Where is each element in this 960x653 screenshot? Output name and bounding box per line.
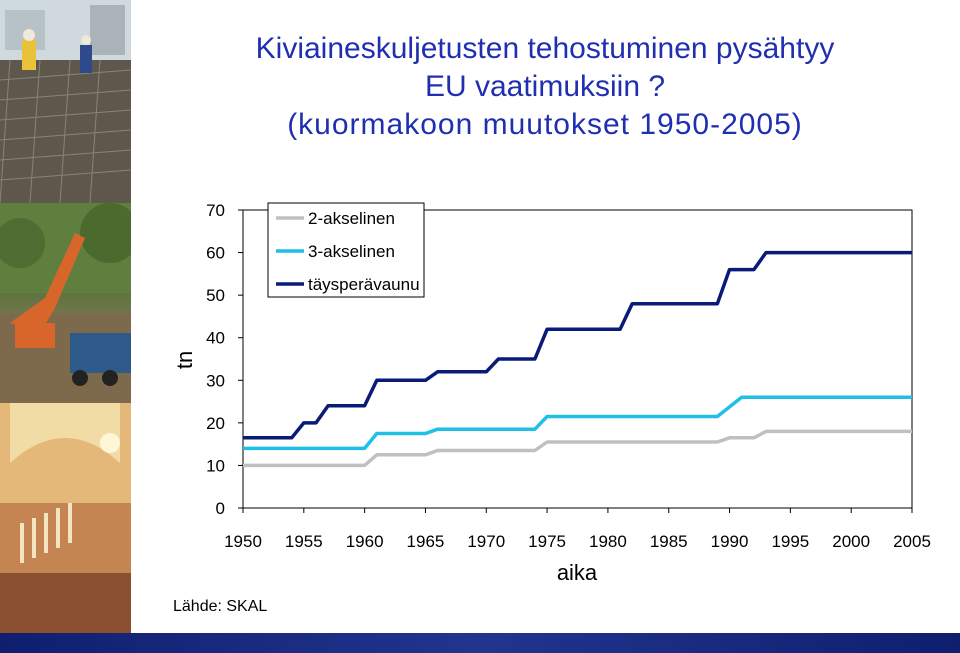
title-line-2: EU vaatimuksiin ? [424,70,666,103]
y-tick-label: 70 [206,201,225,220]
x-tick-label: 1990 [710,532,749,551]
y-tick-label: 50 [206,286,225,306]
y-tick-label: 10 [206,456,225,476]
y-axis-label: tn [172,350,197,370]
y-tick-label: 60 [206,243,225,263]
y-tick-label: 40 [206,328,225,348]
x-tick-label: 1955 [284,532,323,551]
x-tick-label: 1980 [588,532,627,551]
x-tick-label: 1970 [467,532,506,551]
footer-bar [0,633,960,653]
x-tick-label: 1960 [345,532,384,551]
x-tick-label: 1985 [649,532,688,551]
title-line-1: Kiviaineskuljetusten tehostuminen pysähtyy [255,32,835,65]
title-line-3: (kuormakoon muutokset 1950-2005) [287,108,803,141]
x-tick-label: 2000 [832,532,871,551]
x-tick-label: 1965 [406,532,445,551]
y-tick-label: 20 [206,413,225,433]
y-tick-label: 30 [206,371,225,391]
source-note: Lähde: SKAL [173,598,268,615]
x-tick-label: 1995 [771,532,810,551]
x-tick-label: 1975 [528,532,567,551]
y-tick-label: 0 [215,499,225,518]
legend-label: 3-akselinen [308,242,395,261]
legend-label: täysperävaunu [308,275,420,294]
x-tick-label: 1950 [224,532,262,551]
x-tick-label: 2005 [893,532,931,551]
legend-label: 2-akselinen [308,209,395,228]
x-axis-label: aika [556,560,598,585]
